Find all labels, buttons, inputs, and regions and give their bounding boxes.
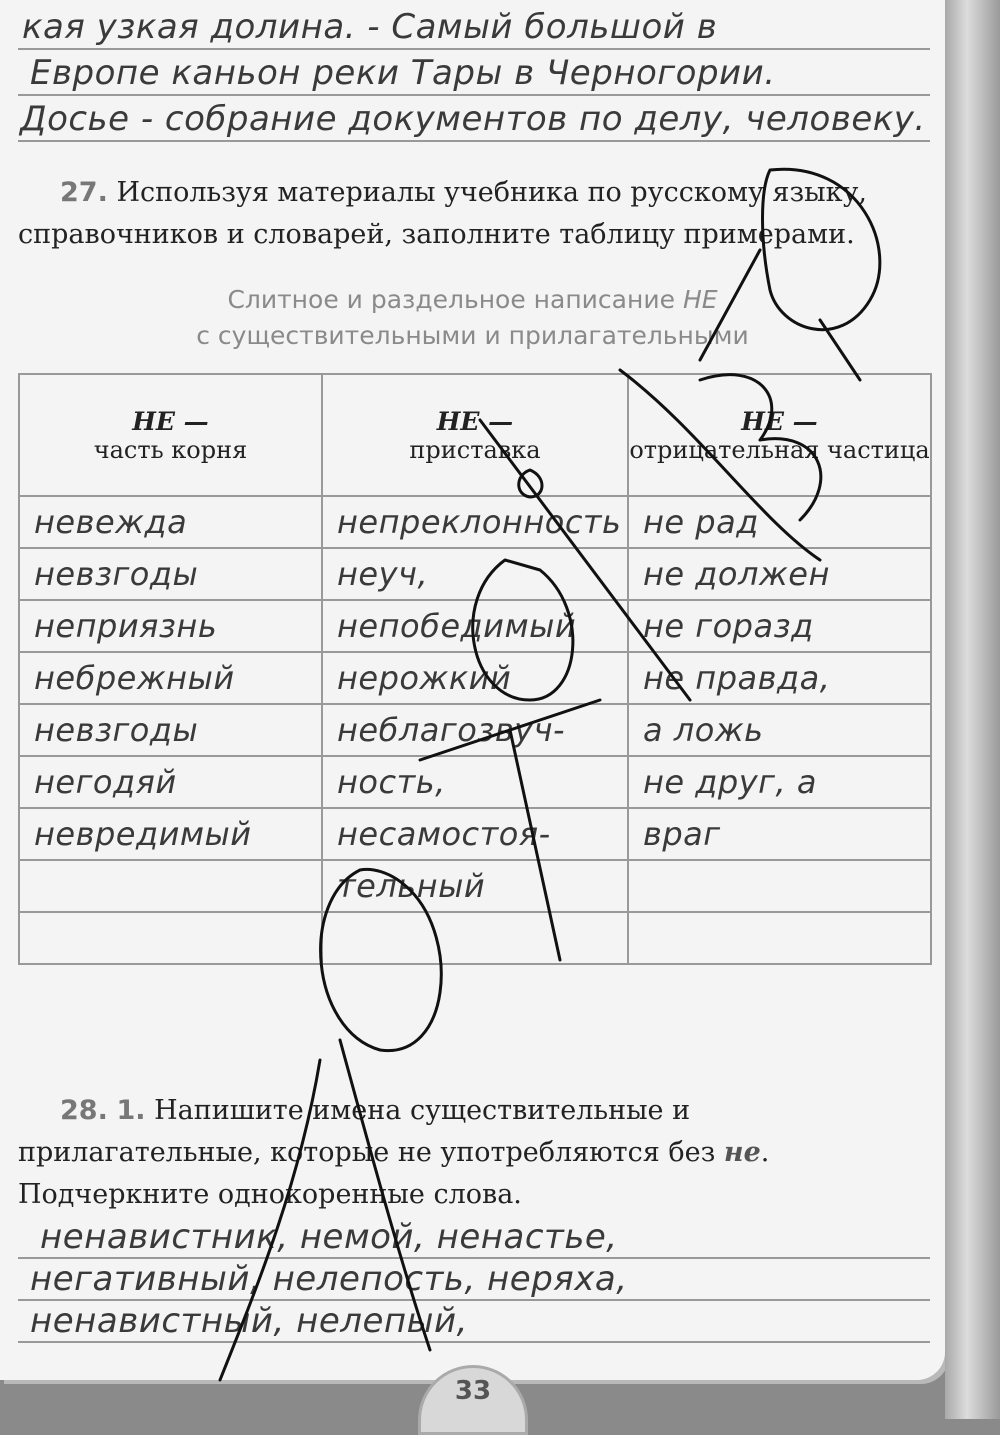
header-prefix: НЕ — приставка	[322, 374, 628, 496]
handwritten-line: Европе каньон реки Тары в Черногории.	[30, 53, 776, 93]
table-cell: не друг, а	[643, 763, 817, 801]
header-particle: НЕ — отрицательная частица	[628, 374, 931, 496]
task-text: . Подчеркните однокоренные слова.	[18, 1137, 770, 1210]
table-cell: нерожкий	[337, 659, 512, 697]
table-cell: непобедимый	[337, 607, 577, 645]
table-cell: неприязнь	[34, 607, 218, 645]
table-cell: не рад	[643, 503, 759, 541]
table-cell: неблагозвуч-	[337, 711, 566, 749]
table-cell: ность,	[337, 763, 446, 801]
subtask-number: 1.	[116, 1095, 146, 1126]
table-cell: невредимый	[34, 815, 252, 853]
table-cell: невзгоды	[34, 711, 199, 749]
table-cell: неуч,	[337, 555, 429, 593]
table-cell: не горазд	[643, 607, 814, 645]
table-title-ne: НЕ	[682, 285, 718, 314]
table-cell: несамостоя-	[337, 815, 551, 853]
table-cell: а ложь	[643, 711, 764, 749]
header-root: НЕ — часть корня	[19, 374, 322, 496]
task-text: Напишите имена существительные и прилагательные, которые не употребляются без	[18, 1095, 716, 1168]
handwritten-line: Досье - собрание документов по делу, человеку.	[20, 99, 926, 139]
handwritten-line: кая узкая долина. - Самый большой в	[22, 7, 718, 47]
table-cell: небрежный	[34, 659, 235, 697]
handwritten-answer: ненавистник, немой, ненастье,	[40, 1217, 618, 1257]
task-number: 28.	[60, 1095, 108, 1126]
table-title-line2: с существительными и прилагательными	[196, 321, 749, 350]
table-cell: негодяй	[34, 763, 177, 801]
handwritten-answer: негативный, нелепость, неряха,	[30, 1259, 628, 1299]
table-title-line1: Слитное и раздельное написание	[227, 285, 675, 314]
page-number: 33	[418, 1365, 528, 1435]
table-cell: непреклонность	[337, 503, 622, 541]
table-cell: тельный	[337, 867, 486, 905]
table-cell: не правда,	[643, 659, 831, 697]
table-cell: не должен	[643, 555, 830, 593]
handwritten-answer: ненавистный, нелепый,	[30, 1301, 468, 1341]
table-cell: невежда	[34, 503, 188, 541]
table-cell: враг	[643, 815, 721, 853]
task-ne: не	[723, 1137, 761, 1168]
task-text: Используя материалы учебника по русскому языку, справочников и словарей, заполните таблицу примерами.	[18, 177, 868, 250]
task-number: 27.	[60, 177, 108, 208]
table-cell: невзгоды	[34, 555, 199, 593]
